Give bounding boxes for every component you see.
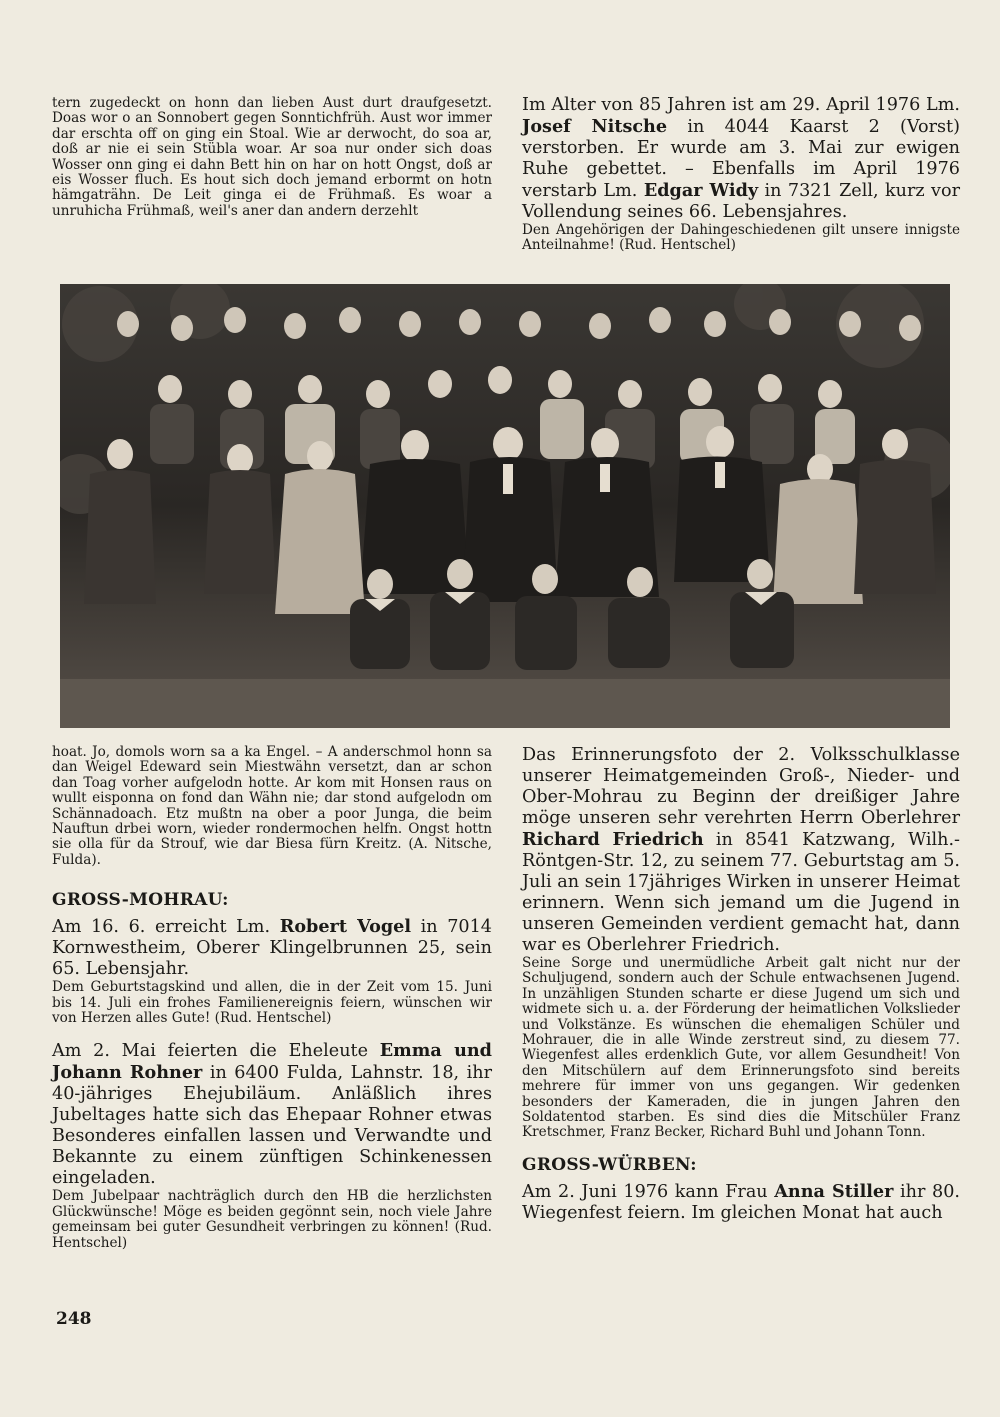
name-anna-stiller: Anna Stiller [774,1180,894,1202]
name-edgar-widy: Edgar Widy [643,180,759,201]
condolence-note: Den Angehörigen der Dahingeschiedenen gilt unsere innigste Anteilnahme! (Rud. Hentschel) [522,222,960,254]
bottom-right-column [522,745,960,1224]
section-heading-gross-mohrau: GROSS-MOHRAU: [52,890,229,911]
page-number: 248 [56,1309,92,1329]
name-richard-friedrich: Richard Friedrich [522,829,704,850]
dialect-story-continued: tern zugedeckt on honn dan lieben Aust durt draufgesetzt. Doas wor o an Sonnobert gegen Sonntichfrüh. Aust wor immer dar erschta off on ging ein Stoal. Wie ar derwocht, do soa ar, doß ar nie ei sein Stübla woar. Ar soa nur onder sich doas Wosser onn ging ei dahn Bett hin on har on hott Ongst, doß ar eis Wosser fluch. Es hout sich doch jemand erbormt on hotn hämgaträhn. De Leit ginga ei de Frühmaß. Es woar a unruhicha Frühmaß, weil's aner dan andern derzehlt [52,95,492,219]
top-left-column [52,96,492,219]
birthday-notice-anna-stiller: Am 2. Juni 1976 kann Frau Anna Stiller ihr 80. Wiegenfest feiern. Im gleichen Monat hat auch [522,1180,960,1223]
dialect-story-ending: hoat. Jo, domols worn sa a ka Engel. – A anderschmol honn sa dan Weigel Edeward sein Miestwähn versetzt, dan ar schon dan Toag vorher aufgelodn hotte. Ar kom mit Honsen raus on wullt eisponna on fond dan Wähn nie; dar stond aufgelodn om Schännadoach. Etz mußtn na ober a poor Junga, die beim Nauftun drbei worn, wieder rondermochen helfn. Ongst hottn sie olla für da Strouf, wie dar Biesa fürn Kreitz. (A. Nitsche, Fulda). [52,744,492,868]
anniversary-notice-rohner: Am 2. Mai feierten die Eheleute Emma und Johann Rohner in 6400 Fulda, Lahnstr. 18, ihr 40-jähriges Ehejubiläum. Anläßlich ihres Jubeltages hatte sich das Ehepaar Rohner etwas Besonderes einfallen lassen und Verwandte und Bekannte zu einem zünftigen Schinkenessen eingeladen. [52,1040,492,1189]
name-emma-johann-rohner: Emma und Johann Rohner [52,1040,492,1084]
obituary-notice: Im Alter von 85 Jahren ist am 29. April 1976 Lm. Josef Nitsche in 4044 Kaarst 2 (Vorst) verstorben. Er wurde am 3. Mai zur ewigen Ruhe gebettet. – Ebenfalls im April 1976 verstarb Lm. Edgar Widy in 7321 Zell, kurz vor Vollendung seines 66. Lebensjahres. [522,95,961,222]
class-photo [60,284,950,728]
section-heading-gross-wuerben: GROSS-WÜRBEN: [522,1154,697,1175]
bottom-left-column [52,745,492,1251]
friedrich-tribute: Seine Sorge und unermüdliche Arbeit galt nicht nur der Schuljugend, sondern auch der Schule entwachsenen Jugend. In unzähligen Stunden scharte er diese Jugend um sich und widmete sich u. a. der Förderung der heimatlichen Volkslieder und Volkstänze. Es wünschen die ehemaligen Schüler und Mohrauer, die in alle Winde zerstreut sind, zu diesem 77. Wiegenfest alles erdenklich Gute, vor allem Gesundheit! Von den Mitschülern auf dem Erinnerungsfoto sind bereits mehrere für immer von uns gegangen. Wir gedenken besonders der Kameraden, die in jungen Jahren den Soldatentod starben. Es sind dies die Mitschüler Franz Kretschmer, Franz Becker, Richard Buhl und Johann Tonn. [522,955,960,1141]
top-right-column [522,95,960,254]
birthday-wishes: Dem Geburtstagskind und allen, die in der Zeit vom 15. Juni bis 14. Juli ein frohes Familienereignis feiern, wünschen wir von Herzen alles Gute! (Rud. Hentschel) [52,979,492,1027]
anniversary-wishes: Dem Jubelpaar nachträglich durch den HB die herzlichsten Glückwünsche! Möge es beiden gegönnt sein, noch viele Jahre gemeinsam bei guter Gesundheit verbringen zu können! (Rud. Hentschel) [52,1188,492,1251]
photo-caption-friedrich: Das Erinnerungsfoto der 2. Volksschulklasse unserer Heimatgemeinden Groß-, Nieder- und Ober-Mohrau zu Beginn der dreißiger Jahre möge unseren sehr verehrten Herrn Oberlehrer Richard Friedrich in 8541 Katzwang, Wilh.-Röntgen-Str. 12, zu seinem 77. Geburtstag am 5. Juli an sein 17jähriges Wirken in unserer Heimat erinnern. Wenn sich jemand um die Jugend in unseren Gemeinden verdient gemacht hat, dann war es Oberlehrer Friedrich. [522,745,960,955]
name-josef-nitsche: Josef Nitsche [522,116,668,137]
birthday-notice-robert-vogel: Am 16. 6. erreicht Lm. Robert Vogel in 7014 Kornwestheim, Oberer Klingelbrunnen 25, sein 65. Lebensjahr. [52,916,492,980]
name-robert-vogel: Robert Vogel [279,916,412,938]
